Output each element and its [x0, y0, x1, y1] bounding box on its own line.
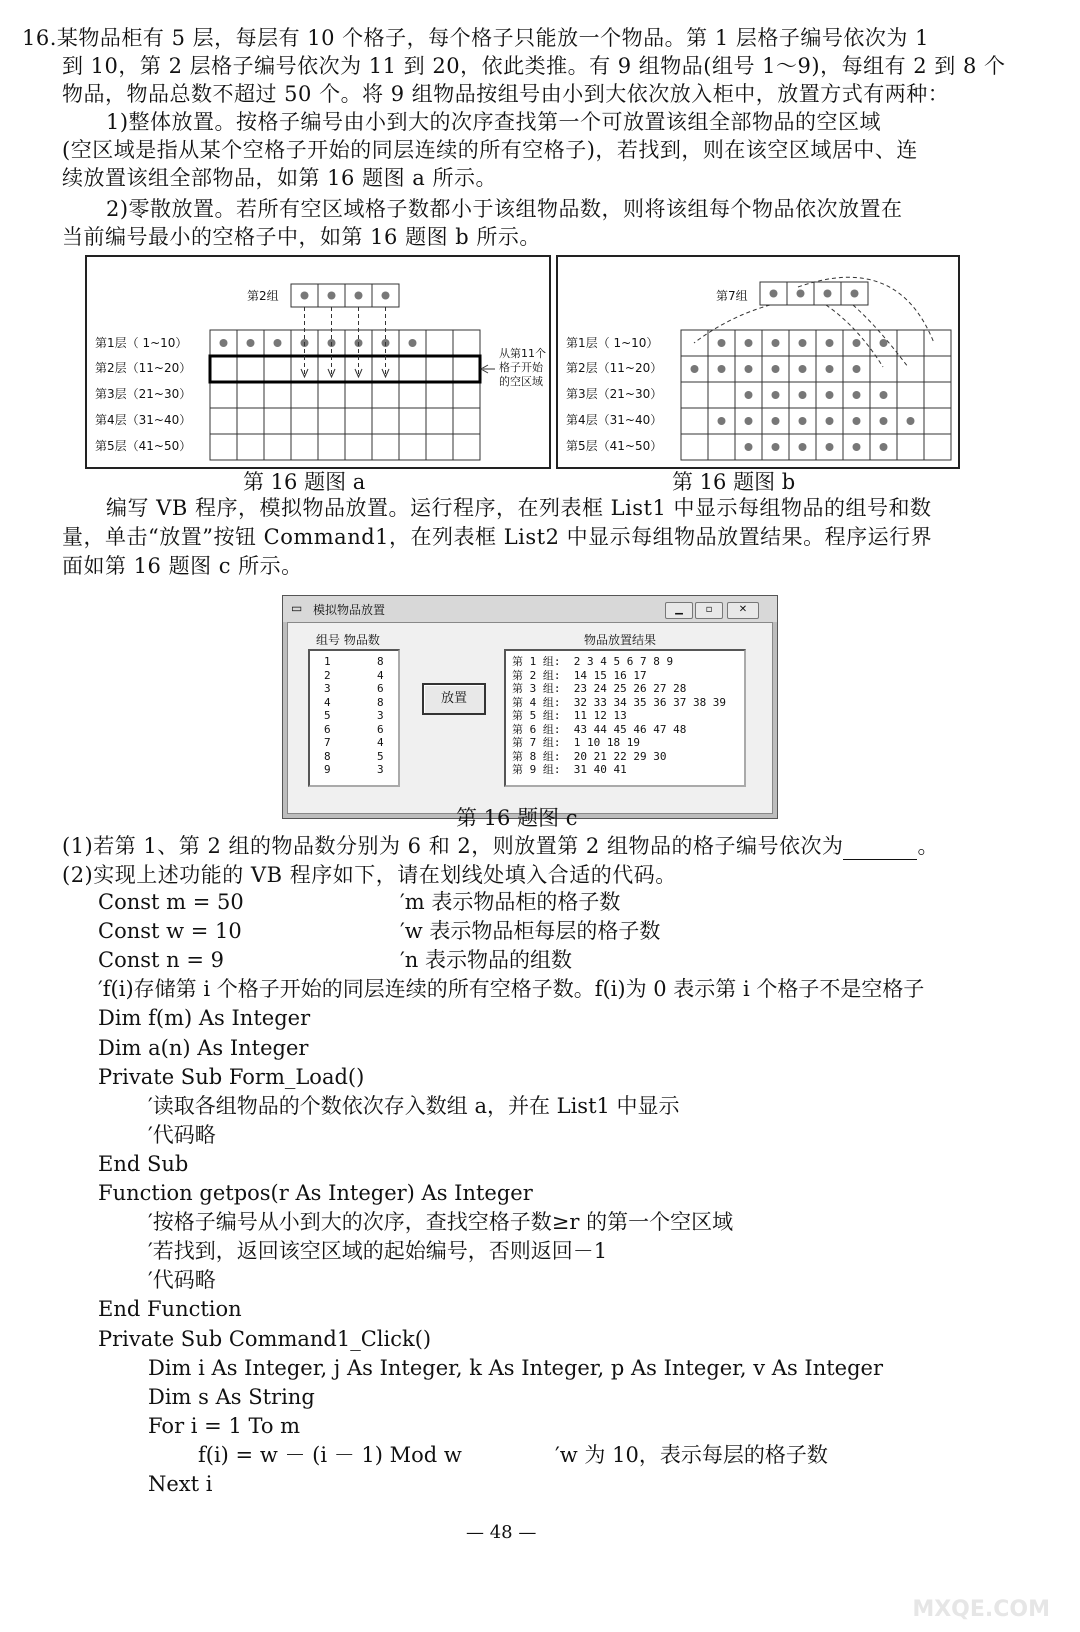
- code-text: For i = 1 To m: [148, 1413, 301, 1438]
- grid-cell: [291, 408, 318, 434]
- row-label: 第5层（41~50）: [95, 439, 192, 453]
- list1-item[interactable]: 9 3: [324, 763, 384, 776]
- grid-cell: [372, 434, 399, 460]
- code-line: [98, 1179, 533, 1208]
- note-line: 格子开始: [499, 361, 543, 374]
- item-dot: [826, 365, 834, 373]
- problem-line: 物品，物品总数不超过 50 个。将 9 组物品按组号由小到大依次放入柜中，放置方式有两种：: [62, 82, 950, 106]
- grid-cell: [681, 434, 708, 460]
- item-dot: [274, 339, 282, 347]
- figure-b: [556, 255, 960, 469]
- item-dot: [799, 391, 807, 399]
- code-line: [148, 1092, 680, 1121]
- item-dot: [826, 339, 834, 347]
- item-dot: [797, 290, 805, 298]
- item-dot: [799, 417, 807, 425]
- place-button[interactable]: 放置: [422, 683, 486, 715]
- code-text: Const w = 10: [98, 919, 242, 944]
- description-line: 量，单击“放置”按钮 Command1，在列表框 List2 中显示每组物品放置结果。程序运行界: [62, 525, 933, 549]
- row-label: 第1层（ 1~10）: [566, 336, 659, 350]
- item-dot: [853, 443, 861, 451]
- item-dot: [880, 417, 888, 425]
- description-line: 面如第 16 题图 c 所示。: [62, 554, 303, 578]
- grid-cell: [345, 434, 372, 460]
- close-button[interactable]: ✕: [727, 602, 759, 619]
- code-text: Private Sub Command1_Click(): [98, 1326, 432, 1351]
- item-dot: [718, 365, 726, 373]
- item-dot: [853, 391, 861, 399]
- list1-listbox[interactable]: [308, 649, 400, 787]
- grid-cell: [291, 434, 318, 460]
- row-label: 第3层（21~30）: [566, 387, 663, 401]
- code-text: Next i: [148, 1472, 213, 1496]
- list1-item[interactable]: 1 8: [324, 655, 384, 668]
- item-dot: [853, 339, 861, 347]
- list2-item[interactable]: 第 9 组: 31 40 41: [512, 763, 627, 776]
- code-line: [148, 1237, 607, 1266]
- window-titlebar: [283, 596, 777, 622]
- grid-cell: [708, 382, 735, 408]
- grid-cell: [210, 356, 237, 382]
- code-text: ′代码略: [148, 1268, 216, 1293]
- item-dot: [772, 417, 780, 425]
- row-label: 第3层（21~30）: [95, 387, 192, 401]
- grid-cell: [372, 408, 399, 434]
- grid-cell: [681, 408, 708, 434]
- grid-cell: [426, 434, 453, 460]
- list1-item[interactable]: 6 6: [324, 722, 384, 736]
- item-dot: [826, 417, 834, 425]
- question-1-end: 。: [917, 834, 939, 858]
- item-dot: [745, 391, 753, 399]
- code-text: End Sub: [98, 1151, 189, 1176]
- item-dot: [853, 365, 861, 373]
- list2-listbox[interactable]: [504, 649, 746, 787]
- code-line: [148, 1121, 216, 1150]
- grid-cell: [264, 356, 291, 382]
- code-line: [98, 1004, 310, 1033]
- code-line: [148, 1354, 883, 1383]
- grid-cell: [210, 434, 237, 460]
- grid-cell: [897, 330, 924, 356]
- list2-item[interactable]: 第 6 组: 43 44 45 46 47 48: [512, 722, 687, 736]
- note-line: 从第11个: [499, 347, 546, 360]
- grid-cell: [318, 382, 345, 408]
- item-dot: [770, 290, 778, 298]
- row-label: 第2层（11~20）: [95, 361, 192, 375]
- code-text: Private Sub Form_Load(): [98, 1064, 365, 1089]
- item-dot: [799, 339, 807, 347]
- item-dot: [772, 443, 780, 451]
- grid-cell: [399, 356, 426, 382]
- problem-line: 当前编号最小的空格子中，如第 16 题图 b 所示。: [62, 225, 541, 249]
- list2-item[interactable]: 第 1 组: 2 3 4 5 6 7 8 9: [512, 655, 674, 668]
- question-1-text: (1)若第 1、第 2 组的物品数分别为 6 和 2，则放置第 2 组物品的格子编号依次为: [62, 834, 844, 858]
- item-dot: [851, 290, 859, 298]
- figure-c-caption: 第 16 题图 c: [456, 806, 578, 830]
- problem-line: (空区域是指从某个空格子开始的同层连续的所有空格子)，若找到，则在该空区域居中、连: [62, 138, 918, 162]
- code-line: [98, 1325, 431, 1354]
- group-label: 第2组: [247, 289, 279, 303]
- item-dot: [853, 417, 861, 425]
- code-comment: ′w 表示物品柜每层的格子数: [400, 919, 661, 944]
- figure-a-caption: 第 16 题图 a: [243, 470, 366, 494]
- grid-cell: [897, 382, 924, 408]
- item-dot: [772, 339, 780, 347]
- grid-cell: [453, 434, 480, 460]
- item-dot: [718, 339, 726, 347]
- app-icon: ▭: [291, 601, 303, 615]
- item-dot: [880, 391, 888, 399]
- list1-item[interactable]: 3 6: [324, 682, 384, 695]
- item-dot: [745, 339, 753, 347]
- form-body: [287, 622, 773, 814]
- grid-cell: [399, 434, 426, 460]
- grid-cell: [372, 382, 399, 408]
- grid-cell: [237, 408, 264, 434]
- code-text: f(i) = w － (i － 1) Mod w: [198, 1442, 462, 1467]
- problem-line: 续放置该组全部物品，如第 16 题图 a 所示。: [62, 166, 497, 190]
- grid-cell: [399, 382, 426, 408]
- description-line: 编写 VB 程序，模拟物品放置。运行程序，在列表框 List1 中显示每组物品的组号和数: [106, 496, 932, 520]
- watermark: MXQE.COM: [912, 1597, 1050, 1622]
- item-dot: [247, 339, 255, 347]
- code-line: [198, 1441, 828, 1470]
- grid-cell: [210, 408, 237, 434]
- window-title: 模拟物品放置: [313, 603, 386, 617]
- grid-cell: [924, 434, 951, 460]
- code-comment: ′m 表示物品柜的格子数: [400, 890, 621, 914]
- code-text: Function getpos(r As Integer) As Integer: [98, 1181, 533, 1205]
- item-dot: [301, 292, 309, 300]
- code-text: ′代码略: [148, 1122, 216, 1147]
- list2-item[interactable]: 第 7 组: 1 10 18 19: [512, 736, 640, 749]
- list1-item[interactable]: 8 5: [324, 749, 384, 763]
- code-text: ′若找到，返回该空区域的起始编号，否则返回－1: [148, 1239, 608, 1264]
- grid-cell: [426, 330, 453, 356]
- code-text: Const m = 50: [98, 890, 244, 914]
- grid-cell: [453, 356, 480, 382]
- grid-cell: [264, 408, 291, 434]
- list2-item[interactable]: 第 5 组: 11 12 13: [512, 709, 627, 722]
- grid-cell: [924, 408, 951, 434]
- list1-item[interactable]: 7 4: [324, 736, 384, 749]
- list2-item[interactable]: 第 8 组: 20 21 22 29 30: [512, 749, 667, 763]
- grid-cell: [399, 408, 426, 434]
- grid-cell: [291, 382, 318, 408]
- code-comment: ′n 表示物品的组数: [400, 948, 572, 973]
- code-line: [148, 1266, 216, 1295]
- problem-line: 2)零散放置。若所有空区域格子数都小于该组物品数，则将该组每个物品依次放置在: [106, 197, 903, 221]
- code-line: [98, 1063, 364, 1092]
- row-label: 第5层（41~50）: [566, 439, 663, 453]
- grid-cell: [210, 382, 237, 408]
- problem-line: 到 10，第 2 层格子编号依次为 11 到 20，依此类推。有 9 组物品(组号 1～9)，每组有 2 到 8 个: [62, 54, 1006, 78]
- grid-cell: [237, 382, 264, 408]
- list2-item[interactable]: 第 4 组: 32 33 34 35 36 37 38 39: [512, 695, 727, 709]
- problem-line: 1)整体放置。按格子编号由小到大的次序查找第一个可放置该组全部物品的空区域: [106, 110, 882, 134]
- item-dot: [880, 339, 888, 347]
- figure-b-caption: 第 16 题图 b: [672, 470, 796, 494]
- row-label: 第4层（31~40）: [566, 413, 663, 427]
- item-dot: [772, 391, 780, 399]
- code-text: ′读取各组物品的个数依次存入数组 a，并在 List1 中显示: [148, 1093, 680, 1118]
- maximize-button[interactable]: ▫: [695, 602, 723, 619]
- item-dot: [691, 365, 699, 373]
- item-dot: [328, 292, 336, 300]
- row-label: 第1层（ 1~10）: [95, 336, 188, 350]
- item-dot: [880, 443, 888, 451]
- grid-cell: [897, 356, 924, 382]
- code-text: Dim i As Integer, j As Integer, k As Integer, p As Integer, v As Integer: [148, 1355, 884, 1380]
- grid-cell: [924, 356, 951, 382]
- minimize-button[interactable]: ▁: [665, 602, 693, 619]
- group-label: 第7组: [716, 289, 748, 303]
- problem-line: 16.某物品柜有 5 层，每层有 10 个格子，每个格子只能放一个物品。第 1 层格子编号依次为 1: [22, 26, 929, 50]
- grid-cell: [318, 408, 345, 434]
- question-1: [62, 832, 939, 860]
- grid-cell: [453, 408, 480, 434]
- item-dot: [907, 417, 915, 425]
- grid-cell: [318, 434, 345, 460]
- grid-cell: [264, 434, 291, 460]
- page-number: — 48 —: [466, 1522, 537, 1543]
- list2-item[interactable]: 第 2 组: 14 15 16 17: [512, 668, 647, 682]
- item-dot: [772, 365, 780, 373]
- grid-cell: [345, 408, 372, 434]
- grid-cell: [870, 356, 897, 382]
- code-text: Dim f(m) As Integer: [98, 1006, 311, 1031]
- grid-cell: [897, 434, 924, 460]
- grid-cell: [426, 356, 453, 382]
- item-dot: [745, 443, 753, 451]
- code-text: End Function: [98, 1297, 242, 1322]
- code-line: [148, 1208, 733, 1237]
- code-text: Dim s As String: [148, 1384, 315, 1409]
- grid-cell: [453, 382, 480, 408]
- list1-item[interactable]: 5 3: [324, 709, 384, 722]
- item-dot: [355, 292, 363, 300]
- grid-cell: [924, 382, 951, 408]
- grid-cell: [237, 356, 264, 382]
- code-comment: ′w 为 10，表示每层的格子数: [555, 1442, 828, 1467]
- grid-cell: [708, 434, 735, 460]
- item-dot: [745, 417, 753, 425]
- code-line: [98, 1034, 308, 1063]
- code-text: Const n = 9: [98, 948, 224, 973]
- item-dot: [799, 443, 807, 451]
- grid-cell: [681, 382, 708, 408]
- grid-cell: [345, 382, 372, 408]
- row-label: 第4层（31~40）: [95, 413, 192, 427]
- grid-cell: [264, 382, 291, 408]
- question-2: (2)实现上述功能的 VB 程序如下，请在划线处填入合适的代码。: [62, 863, 677, 887]
- code-text: ′按格子编号从小到大的次序，查找空格子数≥r 的第一个空区域: [148, 1210, 734, 1235]
- code-line: [98, 1150, 188, 1179]
- item-dot: [826, 391, 834, 399]
- figure-a: [85, 255, 551, 469]
- code-text: ′f(i)存储第 i 个格子开始的同层连续的所有空格子数。f(i)为 0 表示第 i 个格子不是空格子: [98, 977, 925, 1002]
- vb-window: [282, 595, 778, 819]
- grid-cell: [924, 330, 951, 356]
- row-label: 第2层（11~20）: [566, 361, 663, 375]
- item-dot: [382, 292, 390, 300]
- item-dot: [745, 365, 753, 373]
- note-line: 的空区域: [499, 375, 543, 388]
- item-dot: [826, 443, 834, 451]
- grid-cell: [453, 330, 480, 356]
- grid-cell: [426, 408, 453, 434]
- item-dot: [409, 339, 417, 347]
- item-dot: [824, 290, 832, 298]
- item-dot: [220, 339, 228, 347]
- code-line: [98, 917, 661, 946]
- grid-cell: [426, 382, 453, 408]
- code-line: [98, 946, 572, 975]
- item-dot: [799, 365, 807, 373]
- list2-item[interactable]: 第 3 组: 23 24 25 26 27 28: [512, 682, 687, 695]
- list1-item[interactable]: 2 4: [324, 668, 384, 682]
- code-text: Dim a(n) As Integer: [98, 1035, 309, 1060]
- grid-cell: [237, 434, 264, 460]
- code-line: [148, 1412, 300, 1441]
- code-line: [98, 975, 924, 1004]
- list1-item[interactable]: 4 8: [324, 695, 384, 709]
- list1-header: 组号 物品数: [316, 633, 380, 647]
- answer-blank[interactable]: [843, 839, 917, 860]
- code-line: [148, 1470, 212, 1499]
- item-dot: [718, 417, 726, 425]
- code-line: [148, 1383, 315, 1412]
- code-line: [98, 888, 621, 917]
- code-line: [98, 1295, 242, 1324]
- list2-header: 物品放置结果: [584, 633, 657, 647]
